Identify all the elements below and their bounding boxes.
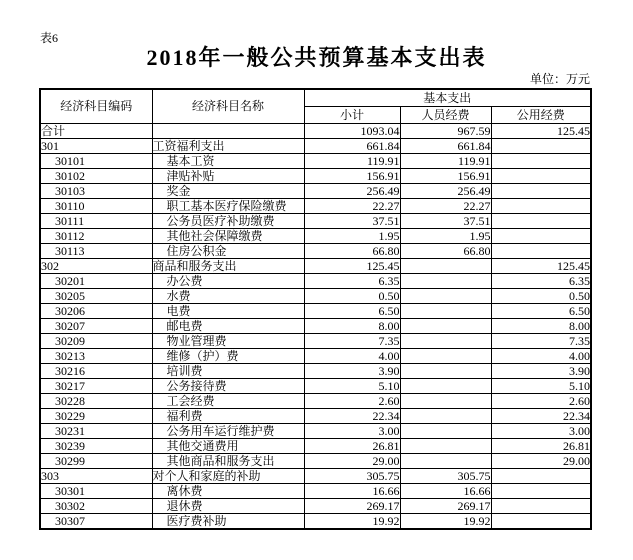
cell-public: 6.50 [491,303,591,318]
cell-code: 合计 [40,123,152,138]
cell-subtotal: 4.00 [304,348,400,363]
cell-name: 商品和服务支出 [152,258,304,273]
cell-public: 125.45 [491,258,591,273]
cell-code: 30307 [40,513,152,529]
cell-subtotal: 119.91 [304,153,400,168]
cell-public [491,168,591,183]
cell-code: 30111 [40,213,152,228]
cell-name: 邮电费 [152,318,304,333]
cell-personnel: 256.49 [400,183,491,198]
cell-subtotal: 16.66 [304,483,400,498]
cell-subtotal: 2.60 [304,393,400,408]
cell-personnel: 16.66 [400,483,491,498]
table-number-label: 表6 [40,31,59,45]
cell-subtotal: 1.95 [304,228,400,243]
unit-label: 单位：万元 [529,72,590,86]
col-header-subtotal: 小计 [304,106,400,123]
cell-subtotal: 3.00 [304,423,400,438]
col-header-name: 经济科目名称 [152,89,304,123]
cell-subtotal: 22.27 [304,198,400,213]
cell-public: 2.60 [491,393,591,408]
cell-name: 津贴补贴 [152,168,304,183]
cell-personnel: 1.95 [400,228,491,243]
cell-personnel [400,378,491,393]
cell-code: 30113 [40,243,152,258]
cell-public: 3.90 [491,363,591,378]
table-row [40,213,591,228]
cell-personnel [400,348,491,363]
cell-code: 30301 [40,483,152,498]
table-row [40,378,591,393]
budget-table-body [40,123,591,529]
cell-personnel [400,333,491,348]
cell-name: 工会经费 [152,393,304,408]
table-row [40,168,591,183]
cell-code: 30209 [40,333,152,348]
table-row [40,348,591,363]
col-header-public: 公用经费 [491,106,591,123]
table-row [40,363,591,378]
table-row [40,318,591,333]
cell-subtotal: 1093.04 [304,123,400,138]
cell-name: 公务员医疗补助缴费 [152,213,304,228]
table-row [40,468,591,483]
table-row [40,513,591,529]
page-title: 2018年一般公共预算基本支出表 [146,45,487,70]
cell-code: 30103 [40,183,152,198]
cell-code: 30206 [40,303,152,318]
cell-public [491,498,591,513]
cell-subtotal: 5.10 [304,378,400,393]
cell-name: 奖金 [152,183,304,198]
cell-personnel: 119.91 [400,153,491,168]
cell-code: 30302 [40,498,152,513]
cell-code: 30213 [40,348,152,363]
cell-public: 5.10 [491,378,591,393]
table-row [40,138,591,153]
cell-subtotal: 19.92 [304,513,400,529]
cell-name: 水费 [152,288,304,303]
cell-code: 30228 [40,393,152,408]
cell-code: 30229 [40,408,152,423]
table-row [40,198,591,213]
cell-personnel [400,273,491,288]
cell-name: 培训费 [152,363,304,378]
cell-code: 30110 [40,198,152,213]
table-row [40,498,591,513]
table-row [40,258,591,273]
cell-personnel: 156.91 [400,168,491,183]
cell-subtotal: 6.50 [304,303,400,318]
cell-name: 办公费 [152,273,304,288]
cell-code: 30112 [40,228,152,243]
cell-name: 其他商品和服务支出 [152,453,304,468]
cell-public [491,468,591,483]
cell-code: 30299 [40,453,152,468]
cell-subtotal: 305.75 [304,468,400,483]
cell-subtotal: 256.49 [304,183,400,198]
cell-public: 29.00 [491,453,591,468]
table-row [40,453,591,468]
cell-name: 基本工资 [152,153,304,168]
cell-name: 公务用车运行维护费 [152,423,304,438]
cell-name: 电费 [152,303,304,318]
col-header-personnel: 人员经费 [400,106,491,123]
cell-personnel [400,423,491,438]
cell-personnel [400,318,491,333]
col-header-code: 经济科目编码 [40,89,152,123]
cell-personnel: 22.27 [400,198,491,213]
table-row [40,483,591,498]
cell-subtotal: 3.90 [304,363,400,378]
table-row [40,423,591,438]
table-row [40,408,591,423]
cell-public: 3.00 [491,423,591,438]
cell-subtotal: 26.81 [304,438,400,453]
cell-name: 福利费 [152,408,304,423]
cell-personnel [400,258,491,273]
cell-subtotal: 8.00 [304,318,400,333]
cell-name: 职工基本医疗保险缴费 [152,198,304,213]
cell-code: 303 [40,468,152,483]
cell-subtotal: 22.34 [304,408,400,423]
cell-name [152,123,304,138]
cell-subtotal: 7.35 [304,333,400,348]
cell-code: 301 [40,138,152,153]
cell-personnel: 661.84 [400,138,491,153]
cell-subtotal: 6.35 [304,273,400,288]
cell-public: 26.81 [491,438,591,453]
cell-code: 30102 [40,168,152,183]
cell-personnel [400,363,491,378]
cell-subtotal: 0.50 [304,288,400,303]
table-row [40,228,591,243]
cell-personnel [400,438,491,453]
cell-name: 住房公积金 [152,243,304,258]
cell-public: 6.35 [491,273,591,288]
cell-name: 离休费 [152,483,304,498]
table-row [40,123,591,138]
cell-public: 125.45 [491,123,591,138]
cell-public [491,243,591,258]
cell-code: 30207 [40,318,152,333]
cell-public: 22.34 [491,408,591,423]
cell-subtotal: 29.00 [304,453,400,468]
cell-subtotal: 125.45 [304,258,400,273]
col-header-basic-expenditure: 基本支出 [304,89,591,106]
cell-public [491,228,591,243]
cell-name: 对个人和家庭的补助 [152,468,304,483]
cell-subtotal: 66.80 [304,243,400,258]
header-row-1 [40,89,591,106]
cell-personnel: 269.17 [400,498,491,513]
cell-public [491,153,591,168]
cell-public [491,183,591,198]
cell-public: 7.35 [491,333,591,348]
cell-subtotal: 37.51 [304,213,400,228]
cell-code: 302 [40,258,152,273]
table-row [40,288,591,303]
cell-code: 30217 [40,378,152,393]
cell-public [491,138,591,153]
budget-table [39,88,592,530]
cell-public: 4.00 [491,348,591,363]
cell-personnel: 305.75 [400,468,491,483]
cell-personnel [400,393,491,408]
cell-name: 退休费 [152,498,304,513]
cell-public [491,198,591,213]
table-row [40,438,591,453]
table-row [40,183,591,198]
cell-personnel: 37.51 [400,213,491,228]
cell-code: 30201 [40,273,152,288]
table-row [40,153,591,168]
table-row [40,333,591,348]
cell-code: 30101 [40,153,152,168]
cell-public [491,513,591,529]
cell-personnel: 19.92 [400,513,491,529]
cell-name: 物业管理费 [152,333,304,348]
cell-public: 8.00 [491,318,591,333]
table-row [40,393,591,408]
cell-personnel [400,303,491,318]
cell-code: 30205 [40,288,152,303]
budget-table-header [40,89,591,123]
table-row [40,243,591,258]
cell-name: 其他交通费用 [152,438,304,453]
cell-subtotal: 156.91 [304,168,400,183]
cell-personnel [400,453,491,468]
cell-name: 维修（护）费 [152,348,304,363]
cell-code: 30231 [40,423,152,438]
cell-code: 30216 [40,363,152,378]
cell-name: 医疗费补助 [152,513,304,529]
cell-name: 工资福利支出 [152,138,304,153]
cell-subtotal: 269.17 [304,498,400,513]
cell-public [491,483,591,498]
cell-personnel [400,408,491,423]
cell-name: 公务接待费 [152,378,304,393]
cell-name: 其他社会保障缴费 [152,228,304,243]
cell-personnel: 66.80 [400,243,491,258]
cell-public [491,213,591,228]
table-row [40,303,591,318]
cell-public: 0.50 [491,288,591,303]
cell-code: 30239 [40,438,152,453]
table-row [40,273,591,288]
cell-personnel [400,288,491,303]
cell-personnel: 967.59 [400,123,491,138]
cell-subtotal: 661.84 [304,138,400,153]
